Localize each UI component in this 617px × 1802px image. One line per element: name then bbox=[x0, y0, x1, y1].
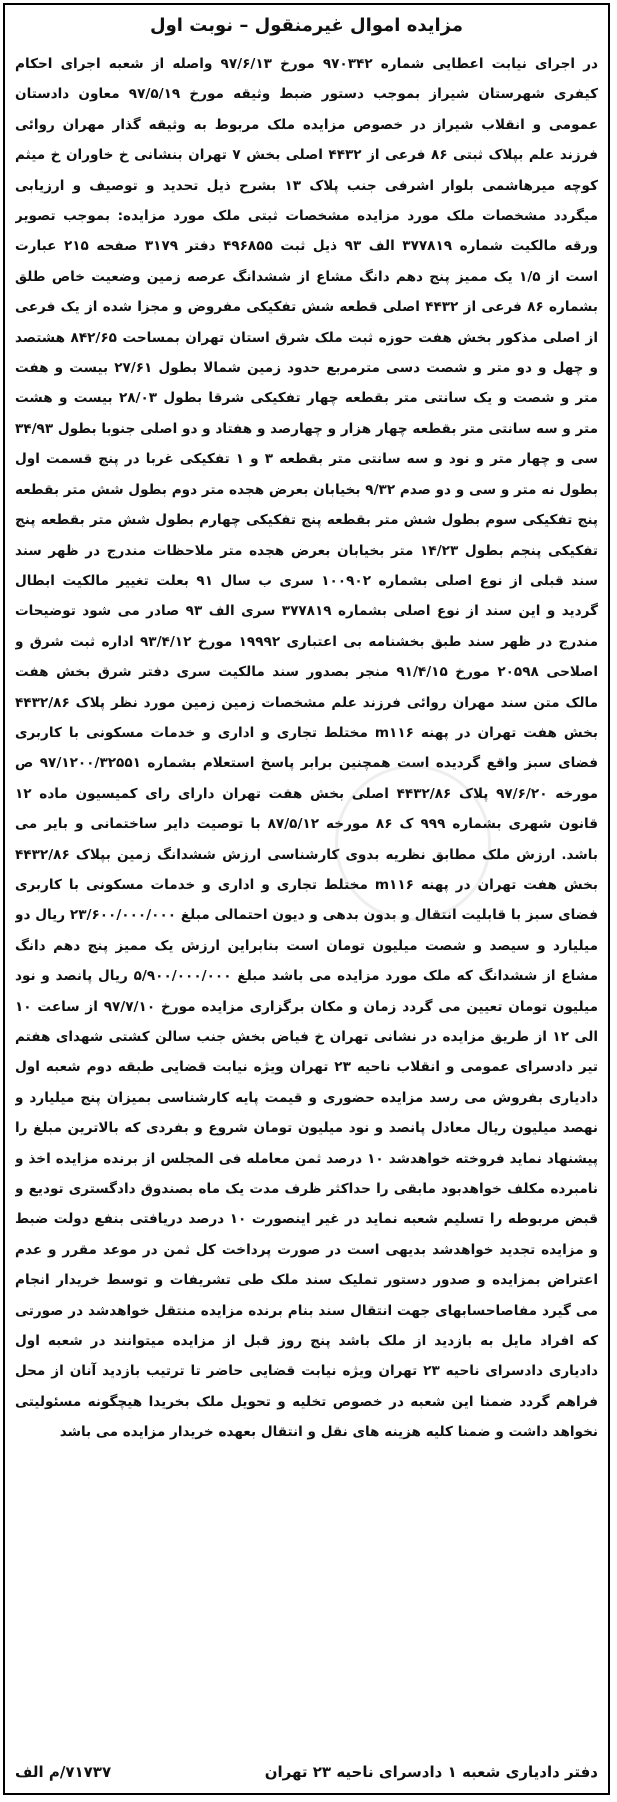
notice-body: در اجرای نیابت اعطایی شماره ۹۷۰۳۴۲ مورخ ۹۷/۶/۱۳ واصله از شعبه اجرای احکام کیفری شهرستان شیراز بموجب دستور ضبط وثیقه مورخ ۹۷/۵/۱۹ معاون دادستان عمومی و انقلاب شیراز در خصوص مزایده ملک مربوط به وثیقه گذار مهران روائی فرزند علم بپلاک ثبتی ۸۶ فرعی از ۴۴۳۲ اصلی بخش ۷ تهران بنشانی خ خاوران خ میثم کوچه میرهاشمی بلوار اشرفی جنب پلاک ۱۳ بشرح ذیل تحدید و توصیف و ارزیابی میگردد مشخصات ملک مورد مزایده مشخصات ثبتی ملک مورد مزایده: بموجب تصویر ورقه مالکیت شماره ۳۷۷۸۱۹ الف ۹۳ ذیل ثبت ۴۹۶۸۵۵ دفتر ۳۱۷۹ صفحه ۲۱۵ عبارت است از ۱/۵ یک ممیز پنج دهم دانگ مشاع از ششدانگ عرصه زمین وضعیت خاص طلق بشماره ۸۶ فرعی از ۴۴۳۲ اصلی قطعه شش تفکیکی مفروض و مجزا شده از یک فرعی از اصلی مذکور بخش هفت حوزه ثبت ملک شرق استان تهران بمساحت ۸۴۲/۶۵ هشتصد و چهل و دو متر و شصت دسی مترمربع حدود زمین شمالا بطول ۲۷/۶۱ بیست و هفت متر و شصت و یک سانتی متر بقطعه چهار تفکیکی شرقا بطول ۲۸/۰۳ بیست و هشت متر و سه سانتی متر بقطعه چهار هزار و چهارصد و هفتاد و دو اصلی جنوبا بطول ۳۴/۹۳ سی و چهار متر و نود و سه سانتی متر بقطعه ۳ و ۱ تفکیکی غربا در پنج قسمت اول بطول نه متر و سی و دو صدم ۹/۳۲ بخیابان بعرض هجده متر دوم بطول شش متر بقطعه پنج تفکیکی سوم بطول شش متر بقطعه پنج تفکیکی چهارم بطول شش متر بقطعه پنج تفکیکی پنجم بطول ۱۴/۲۳ متر بخیابان بعرض هجده متر ملاحظات مندرج در ظهر سند سند قبلی از نوع اصلی بشماره ۱۰۰۹۰۲ سری ب سال ۹۱ بعلت تغییر مالکیت ابطال گردید و این سند از نوع اصلی بشماره ۳۷۷۸۱۹ سری الف ۹۳ صادر می شود توضیحات مندرج در ظهر سند طبق بخشنامه بی اعتباری ۱۹۹۹۲ مورخ ۹۳/۴/۱۲ اداره ثبت شرق و اصلاحی ۲۰۵۹۸ مورخ ۹۱/۴/۱۵ منجر بصدور سند مالکیت سری دفتر شرق بخش هفت مالک متن سند مهران روائی فرزند علم مشخصات زمین زمین مورد نظر پلاک ۴۴۳۲/۸۶ بخش هفت تهران در پهنه m۱۱۶ مختلط تجاری و اداری و خدمات مسکونی با کاربری فضای سبز واقع گردیده است همچنین برابر پاسخ استعلام بشماره ۹۷/۱۲۰۰/۳۲۵۵۱ ص مورخه ۹۷/۶/۲۰ پلاک ۴۴۳۲/۸۶ اصلی بخش هفت تهران دارای رای کمیسیون ماده ۱۲ قانون شهری بشماره ۹۹۹ ک ۸۶ مورخه ۸۷/۵/۱۲ با توصیت دایر ساختمانی و بایر می باشد. ارزش ملک مطابق نظریه بدوی کارشناسی ارزش ششدانگ زمین بپلاک ۴۴۳۲/۸۶ بخش هفت تهران در پهنه m۱۱۶ مختلط تجاری و اداری و خدمات مسکونی با کاربری فضای سبز با قابلیت انتقال و بدون بدهی و دیون احتمالی مبلغ ۲۳/۶۰۰/۰۰۰/۰۰۰ ریال دو میلیارد و سیصد و شصت میلیون تومان است بنابراین ارزش یک ممیز پنج دهم دانگ مشاع از ششدانگ که ملک مورد مزایده می باشد مبلغ ۵/۹۰۰/۰۰۰/۰۰۰ ریال پانصد و نود میلیون تومان تعیین می گردد زمان و مکان برگزاری مزایده مورخ ۹۷/۷/۱۰ از ساعت ۱۰ الی ۱۲ از طریق مزایده در نشانی تهران خ فیاض بخش جنب سالن کشتی شهدای هفتم تیر دادسرای عمومی و انقلاب ناحیه ۲۳ تهران ویژه نیابت قضایی طبقه دوم شعبه اول دادیاری بفروش می رسد مزایده حضوری و قیمت پایه کارشناسی بمیزان پنج میلیارد و نهصد میلیون ریال معادل پانصد و نود میلیون تومان شروع و بفردی که بالاترین مبلغ را پیشنهاد نماید فروخته خواهدشد ۱۰ درصد ثمن معامله فی المجلس از برنده مزایده اخذ و نامبرده مکلف خواهدبود مابقی را حداکثر ظرف مدت یک ماه بصندوق دادگستری تودیع و قبض مربوطه را تسلیم شعبه نماید در غیر اینصورت ۱۰ درصد دریافتی بنفع دولت ضبط و مزایده تجدید خواهدشد بدیهی است در صورت پرداخت کل ثمن در موعد مقرر و عدم اعتراض بمزایده و صدور دستور تملیک سند ملک طی تشریفات و توسط خریدار انجام می گیرد مفاصاحسابهای جهت انتقال سند بنام برنده مزایده منتقل خواهدشد در صورتی که افراد مایل به بازدید از ملک باشد پنج روز قبل از مزایده میتوانند در شعبه اول دادیاری دادسرای ناحیه ۲۳ تهران ویژه نیابت قضایی حاضر تا ترتیب بازدید آنان از محل فراهم گردد ضمنا این شعبه در خصوص تخلیه و تحویل ملک بخریدا هیچگونه مسئولیتی نخواهد داشت و ضمنا کلیه هزینه های نقل و انتقال بعهده خریدار مزایده می باشد bbox=[15, 56, 598, 1441]
notice-code: ۷۱۷۳۷/م الف bbox=[15, 1763, 112, 1781]
auction-notice bbox=[3, 3, 610, 1795]
notice-footer bbox=[15, 1757, 598, 1787]
notice-title: مزایده اموال غیرمنقول – نوبت اول bbox=[149, 15, 464, 36]
notice-signature: دفتر دادیاری شعبه ۱ دادسرای ناحیه ۲۳ تهران bbox=[264, 1763, 598, 1781]
